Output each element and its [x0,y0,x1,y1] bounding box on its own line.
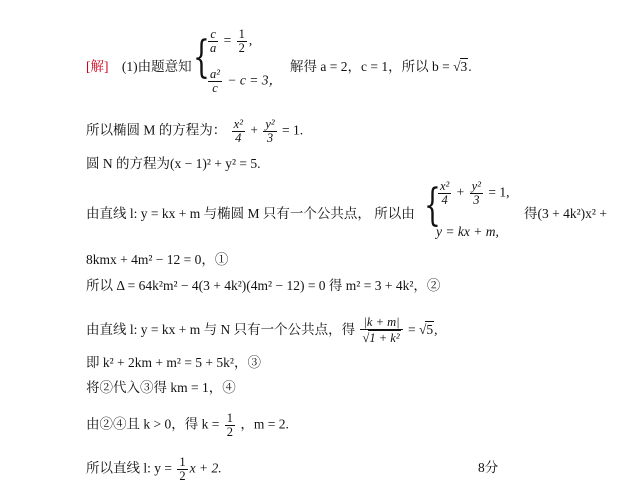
solution-intro [86,58,192,76]
final-line-equation: 所以直线 l: y = $\frac{1}{2}$ x + 2. [86,455,222,483]
system2-row1: $\frac{\text{x²}}{4}$ + $\frac{\text{y²}}{3}$ = 1, [440,179,510,207]
left-brace-icon: { [193,32,210,83]
left-brace-icon: { [424,180,441,231]
quadratic-equation: 8kmx + 4m² − 12 = 0，① [86,252,229,267]
system1-row2: $\frac{\text{a²}}{c}$ − c = 3， [210,67,282,95]
k-m-solution: 由②④且 k > 0，得 k = $\frac{1}{2}$ ，m = 2. [86,411,289,439]
circle-equation: 圆 N 的方程为(x − 1)² + y² = 5. [86,156,261,171]
system1-row1: $\frac{c}{a}$ = $\frac{1}{2}$ , [210,27,253,55]
km-result: 将②代入③得 km = 1，④ [86,380,236,395]
substitution-result: 得(3 + 4k²)x² + [524,206,607,221]
line-ellipse-text: 由直线 l: y = kx + m 与椭圆 M 只有一个公共点， 所以由 [86,206,415,221]
system2-row2: y = kx + m, [436,224,499,239]
expanded-equation: 即 k² + 2km + m² = 5 + 5k²，③ [86,355,261,370]
solution-tag: [解] [86,59,109,74]
equation-system-2 [424,180,524,242]
ellipse-equation: 所以椭圆 M 的方程为： $\frac{\text{x²}}{4}$ + $\frac{\text{y²}}{3}$ = 1. [86,117,304,145]
discriminant-line: 所以 Δ = 64k²m² − 4(3 + 4k²)(4m² − 12) = 0 得 m² = 3 + 4k²，② [86,278,441,293]
equation-system-1 [193,28,283,102]
distance-line: 由直线 l: y = kx + m 与 N 只有一个公共点，得 $\frac{|k + m|}{\text{√1 + k²}}$ = √5, [86,315,438,345]
score-label: 8分 [478,460,499,475]
part-label: (1)由题意知 [121,59,192,74]
solve-result: 解得 a = 2，c = 1，所以 b = √3. [290,59,472,74]
